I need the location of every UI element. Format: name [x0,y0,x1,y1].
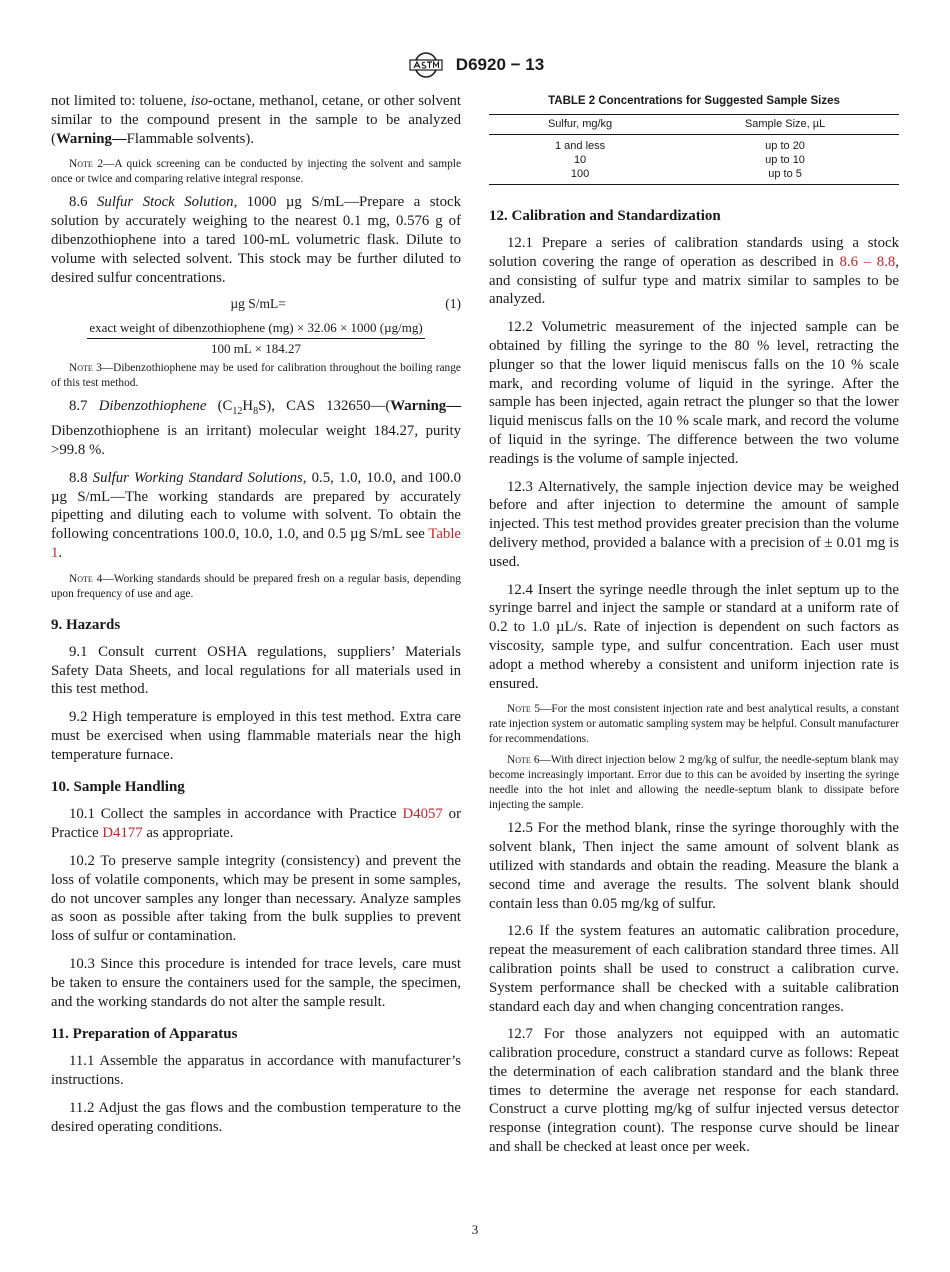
paragraph-12-4: 12.4 Insert the syringe needle through the inlet septum up to the syringe barrel and inject the sample or standard at a uniform rate of 0.2 to 1.0 µL/s. Rate of injection is dependent on such factors as viscosity, sample type, and sulfur concentration. Each user must adopt a method whereby a consistent and uniform injection rate is ensured. [489,581,899,692]
table-header-sulfur: Sulfur, mg/kg [489,115,671,135]
paragraph-12-7: 12.7 For those analyzers not equipped with an automatic calibration procedure, construct a standard curve as follows: Repeat the determination of each calibration standard and the blank three times to determine the average net response for each standard. Construct a curve plotting mg/kg of sulfur injected versus detector response (integration count). The response curve should be linear and shall be checked at least once per week. [489,1026,899,1156]
equation-fraction [51,320,461,357]
paragraph-10-2: 10.2 To preserve sample integrity (consistency) and prevent the loss of volatile components, which may be present in some samples, do not uncover samples any longer than necessary. Analyze samples as soon as possible after taking from the bulk supplies to prevent loss of sulfur or contamination. [51,853,461,945]
table-row: 1 and less up to 20 [554,140,805,152]
paragraph-8-8: 8.8 Sulfur Working Standard Solutions, 0.5, 1.0, 10.0, and 100.0 µg S/mL—The working standards are prepared by accurately pipetting and diluting each to volume with solvent. To obtain the following concentrations 100.0, 10.0, 1.0, and 0.5 µg S/mL see Table 1. [51,469,461,561]
page-number: 3 [471,1222,479,1237]
paragraph-continued: not limited to: toluene, iso-octane, methanol, cetane, or other solvent similar to the compound present in the sample to be analyzed (Warning—Flammable solvents). [51,93,461,147]
equation-number: (1) [445,296,461,312]
paragraph-11-2: 11.2 Adjust the gas flows and the combustion temperature to the desired operating conditions. [51,1100,461,1135]
note-4: Note 4—Working standards should be prepared fresh on a regular basis, depending upon frequency of use and age. [51,572,461,600]
section-heading-10: 10. Sample Handling [51,779,185,796]
page-header [0,52,950,78]
section-heading-9: 9. Hazards [51,616,121,633]
paragraph-11-1: 11.1 Assemble the apparatus in accordance with manufacturer’s instructions. [51,1053,461,1089]
fraction-numerator: exact weight of dibenzothiophene (mg) × 32.06 × 1000 (µg/mg) [87,320,424,339]
paragraph-12-5: 12.5 For the method blank, rinse the syringe thoroughly with the solvent blank, Then inject the same amount of solvent blank as utilized with standards and obtain the reading. Measure the blank a second time and average the results. The solvent blank should contain less than 0.05 mg/kg of sulfur. [489,820,899,912]
paragraph-12-2: 12.2 Volumetric measurement of the injected sample can be obtained by filling the syringe to the 80 % level, retracting the plunger so that the lower liquid meniscus falls on the 10 % scale mark, and recording volume of liquid in the syringe. After the sample has been injected, again retract the plunger so that the lower liquid meniscus falls on the 10 % scale mark, and record the volume of liquid in the syringe. The difference between the two volume readings is the volume of sample injected. [489,319,899,467]
note-5: Note 5—For the most consistent injection rate and best analytical results, a constant rate injection system or automatic sampling system may be helpful. Consult manufacturer for recommendations. [489,703,899,746]
paragraph-10-3: 10.3 Since this procedure is intended for trace levels, care must be taken to ensure the containers used for the sample, the specimen, and the working standards do not alter the sample result. [51,956,461,1010]
section-heading-12: 12. Calibration and Standardization [489,208,721,224]
paragraph-12-1: 12.1 Prepare a series of calibration standards using a stock solution covering the range of operation as described in 8.6 – 8.8, and consisting of sulfur type and matrix similar to samples to be analyzed. [489,235,899,308]
paragraph-9-2: 9.2 High temperature is employed in this test method. Extra care must be exercised when using flammable materials near the high temperature furnace. [51,709,461,763]
fraction-denominator: 100 mL × 184.27 [211,341,301,357]
table-row: 100 up to 5 [489,167,899,185]
link-table-1[interactable]: Table 1 [51,526,461,561]
note-2: Note 2—A quick screening can be conducted by injecting the solvent and sample once or twice and comparing relative integral response. [51,158,461,186]
link-d4177[interactable]: D4177 [102,825,143,842]
link-8-6[interactable]: 8.6 [839,253,858,270]
document-code: D6920 − 13 [455,55,545,74]
table-row: 10 up to 10 [573,154,805,166]
link-d4057[interactable]: D4057 [402,806,443,823]
table-caption: TABLE 2 Concentrations for Suggested Sample Sizes [548,95,840,107]
note-6: Note 6—With direct injection below 2 mg/kg of sulfur, the needle-septum blank may become increasingly important. Error due to this can be avoided by inserting the syringe needle into the hot inlet and allowing the needle-septum blank to dissipate before injecting the sample. [489,754,899,812]
concentration-table [489,114,899,185]
section-heading-11: 11. Preparation of Apparatus [51,1026,238,1043]
astm-logo-icon [406,52,446,78]
paragraph-9-1: 9.1 Consult current OSHA regulations, suppliers’ Materials Safety Data Sheets, and local regulations for all materials used in this test method. [51,643,461,698]
link-8-8[interactable]: 8.8 [876,253,896,270]
right-column [489,92,899,1166]
paragraph-12-3: 12.3 Alternatively, the sample injection device may be weighed before and after injection to determine the amount of sample injected. This test method provides greater precision than the volume delivery method, provided a balance with a precision of ± 0.01 mg is used. [489,478,899,570]
note-3: Note 3—Dibenzothiophene may be used for calibration throughout the boiling range of this test method. [51,362,461,390]
equation-1: µg S/mL= (1) [230,296,461,312]
left-column [51,92,461,1146]
paragraph-12-6: 12.6 If the system features an automatic calibration procedure, repeat the measurement of each calibration standard three times. All calibration points shall be used to construct a calibration curve. System performance shall be checked with a suitable calibration standard each day and when changing concentration ranges. [489,923,899,1015]
paragraph-8-7: 8.7 Dibenzothiophene $(C_{12}H_8S)$, CAS 132650—(Warning—Dibenzothiophene is an irritant) molecular weight 184.27, purity >99.8 %. [51,398,461,458]
paragraph-8-6: 8.6 Sulfur Stock Solution, 1000 µg S/mL—Prepare a stock solution by accurately weighing to the nearest 0.1 mg, 0.576 g of dibenzothiophene into a tared 100-mL volumetric flask. Dilute to volume with selected solvent. This stock may be further diluted to desired sulfur concentrations. [51,194,462,286]
table-header-sample-size: Sample Size, µL [671,115,899,135]
paragraph-10-1: 10.1 Collect the samples in accordance with Practice D4057 or Practice D4177 as appropriate. [51,806,461,842]
